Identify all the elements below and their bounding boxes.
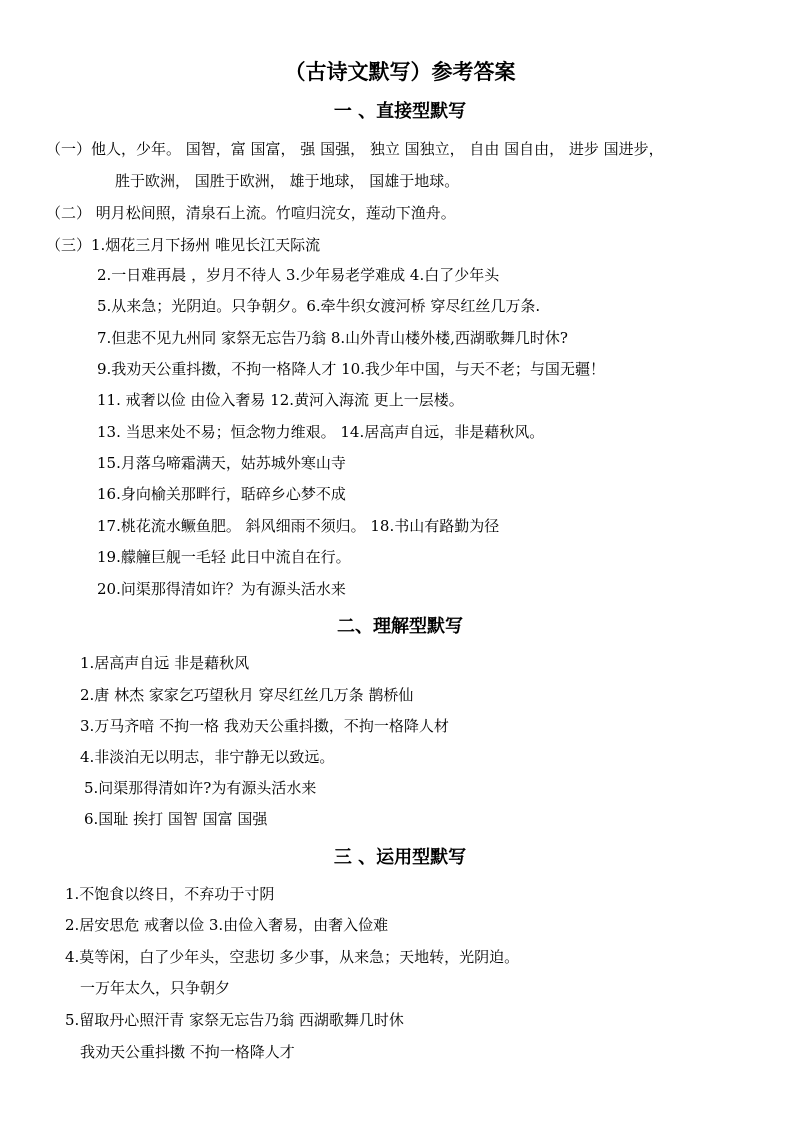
answer-line: 6.国耻 挨打 国智 国富 国强 [84,810,268,828]
answer-line: 2.唐 林杰 家家乞巧望秋月 穿尽红丝几万条 鹊桥仙 [80,686,414,704]
section-heading-application: 三 、运用型默写 [333,847,467,868]
answer-line: 13. 当思来处不易；恒念物力维艰。 14.居高声自远，非是藉秋风。 [97,423,545,441]
answer-line: 2.一日难再晨 ，岁月不待人 3.少年易老学难成 4.白了少年头 [97,266,500,284]
answer-line: （一）他人，少年。 国智，富 国富， 强 国强， 独立 国独立， 自由 国自由， 进步 国进步， [46,140,664,158]
answer-line: 7.但悲不见九州同 家祭无忘告乃翁 8.山外青山楼外楼,西湖歌舞几时休? [97,329,568,347]
answer-line: 19.艨艟巨舰一毛轻 此日中流自在行。 [97,548,351,566]
page-title: （古诗文默写）参考答案 [284,60,516,84]
answer-line: 4.莫等闲，白了少年头，空悲切 多少事，从来急；天地转，光阴迫。 [65,948,520,966]
answer-line: 5.从来急；光阴迫。只争朝夕。6.牵牛织女渡河桥 穿尽红丝几万条. [97,297,541,315]
answer-line: 17.桃花流水鳜鱼肥。 斜风细雨不须归。 18.书山有路勤为径 [97,517,500,535]
section-heading-direct: 一 、直接型默写 [333,101,467,122]
answer-line: 9.我劝天公重抖擞，不拘一格降人才 10.我少年中国，与天不老；与国无疆！ [97,360,605,378]
answer-line: 一万年太久，只争朝夕 [80,979,231,997]
answer-line: （三）1.烟花三月下扬州 唯见长江天际流 [46,236,321,254]
answer-line: 2.居安思危 戒奢以俭 3.由俭入奢易，由奢入俭难 [65,916,389,934]
answer-line: （二） 明月松间照，清泉石上流。竹喧归浣女，莲动下渔舟。 [46,204,456,222]
answer-line: 胜于欧洲， 国胜于欧洲， 雄于地球， 国雄于地球。 [115,172,460,190]
answer-line: 11. 戒奢以俭 由俭入奢易 12.黄河入海流 更上一层楼。 [97,391,464,409]
answer-line: 3.万马齐喑 不拘一格 我劝天公重抖擞，不拘一格降人材 [80,717,449,735]
section-heading-understanding: 二、理解型默写 [337,616,463,637]
answer-line: 1.不饱食以终日，不弃功于寸阴 [65,885,275,903]
answer-line: 4.非淡泊无以明志，非宁静无以致远。 [80,748,335,766]
answer-line: 20.问渠那得清如许？为有源头活水来 [97,580,346,598]
answer-line: 我劝天公重抖擞 不拘一格降人才 [80,1043,295,1061]
answer-line: 1.居高声自远 非是藉秋风 [80,654,250,672]
answer-line: 15.月落乌啼霜满天，姑苏城外寒山寺 [97,454,346,472]
answer-line: 16.身向榆关那畔行，聒碎乡心梦不成 [97,485,346,503]
answer-line: 5.问渠那得清如许?为有源头活水来 [84,779,317,797]
answer-line: 5.留取丹心照汗青 家祭无忘告乃翁 西湖歌舞几时休 [65,1011,404,1029]
